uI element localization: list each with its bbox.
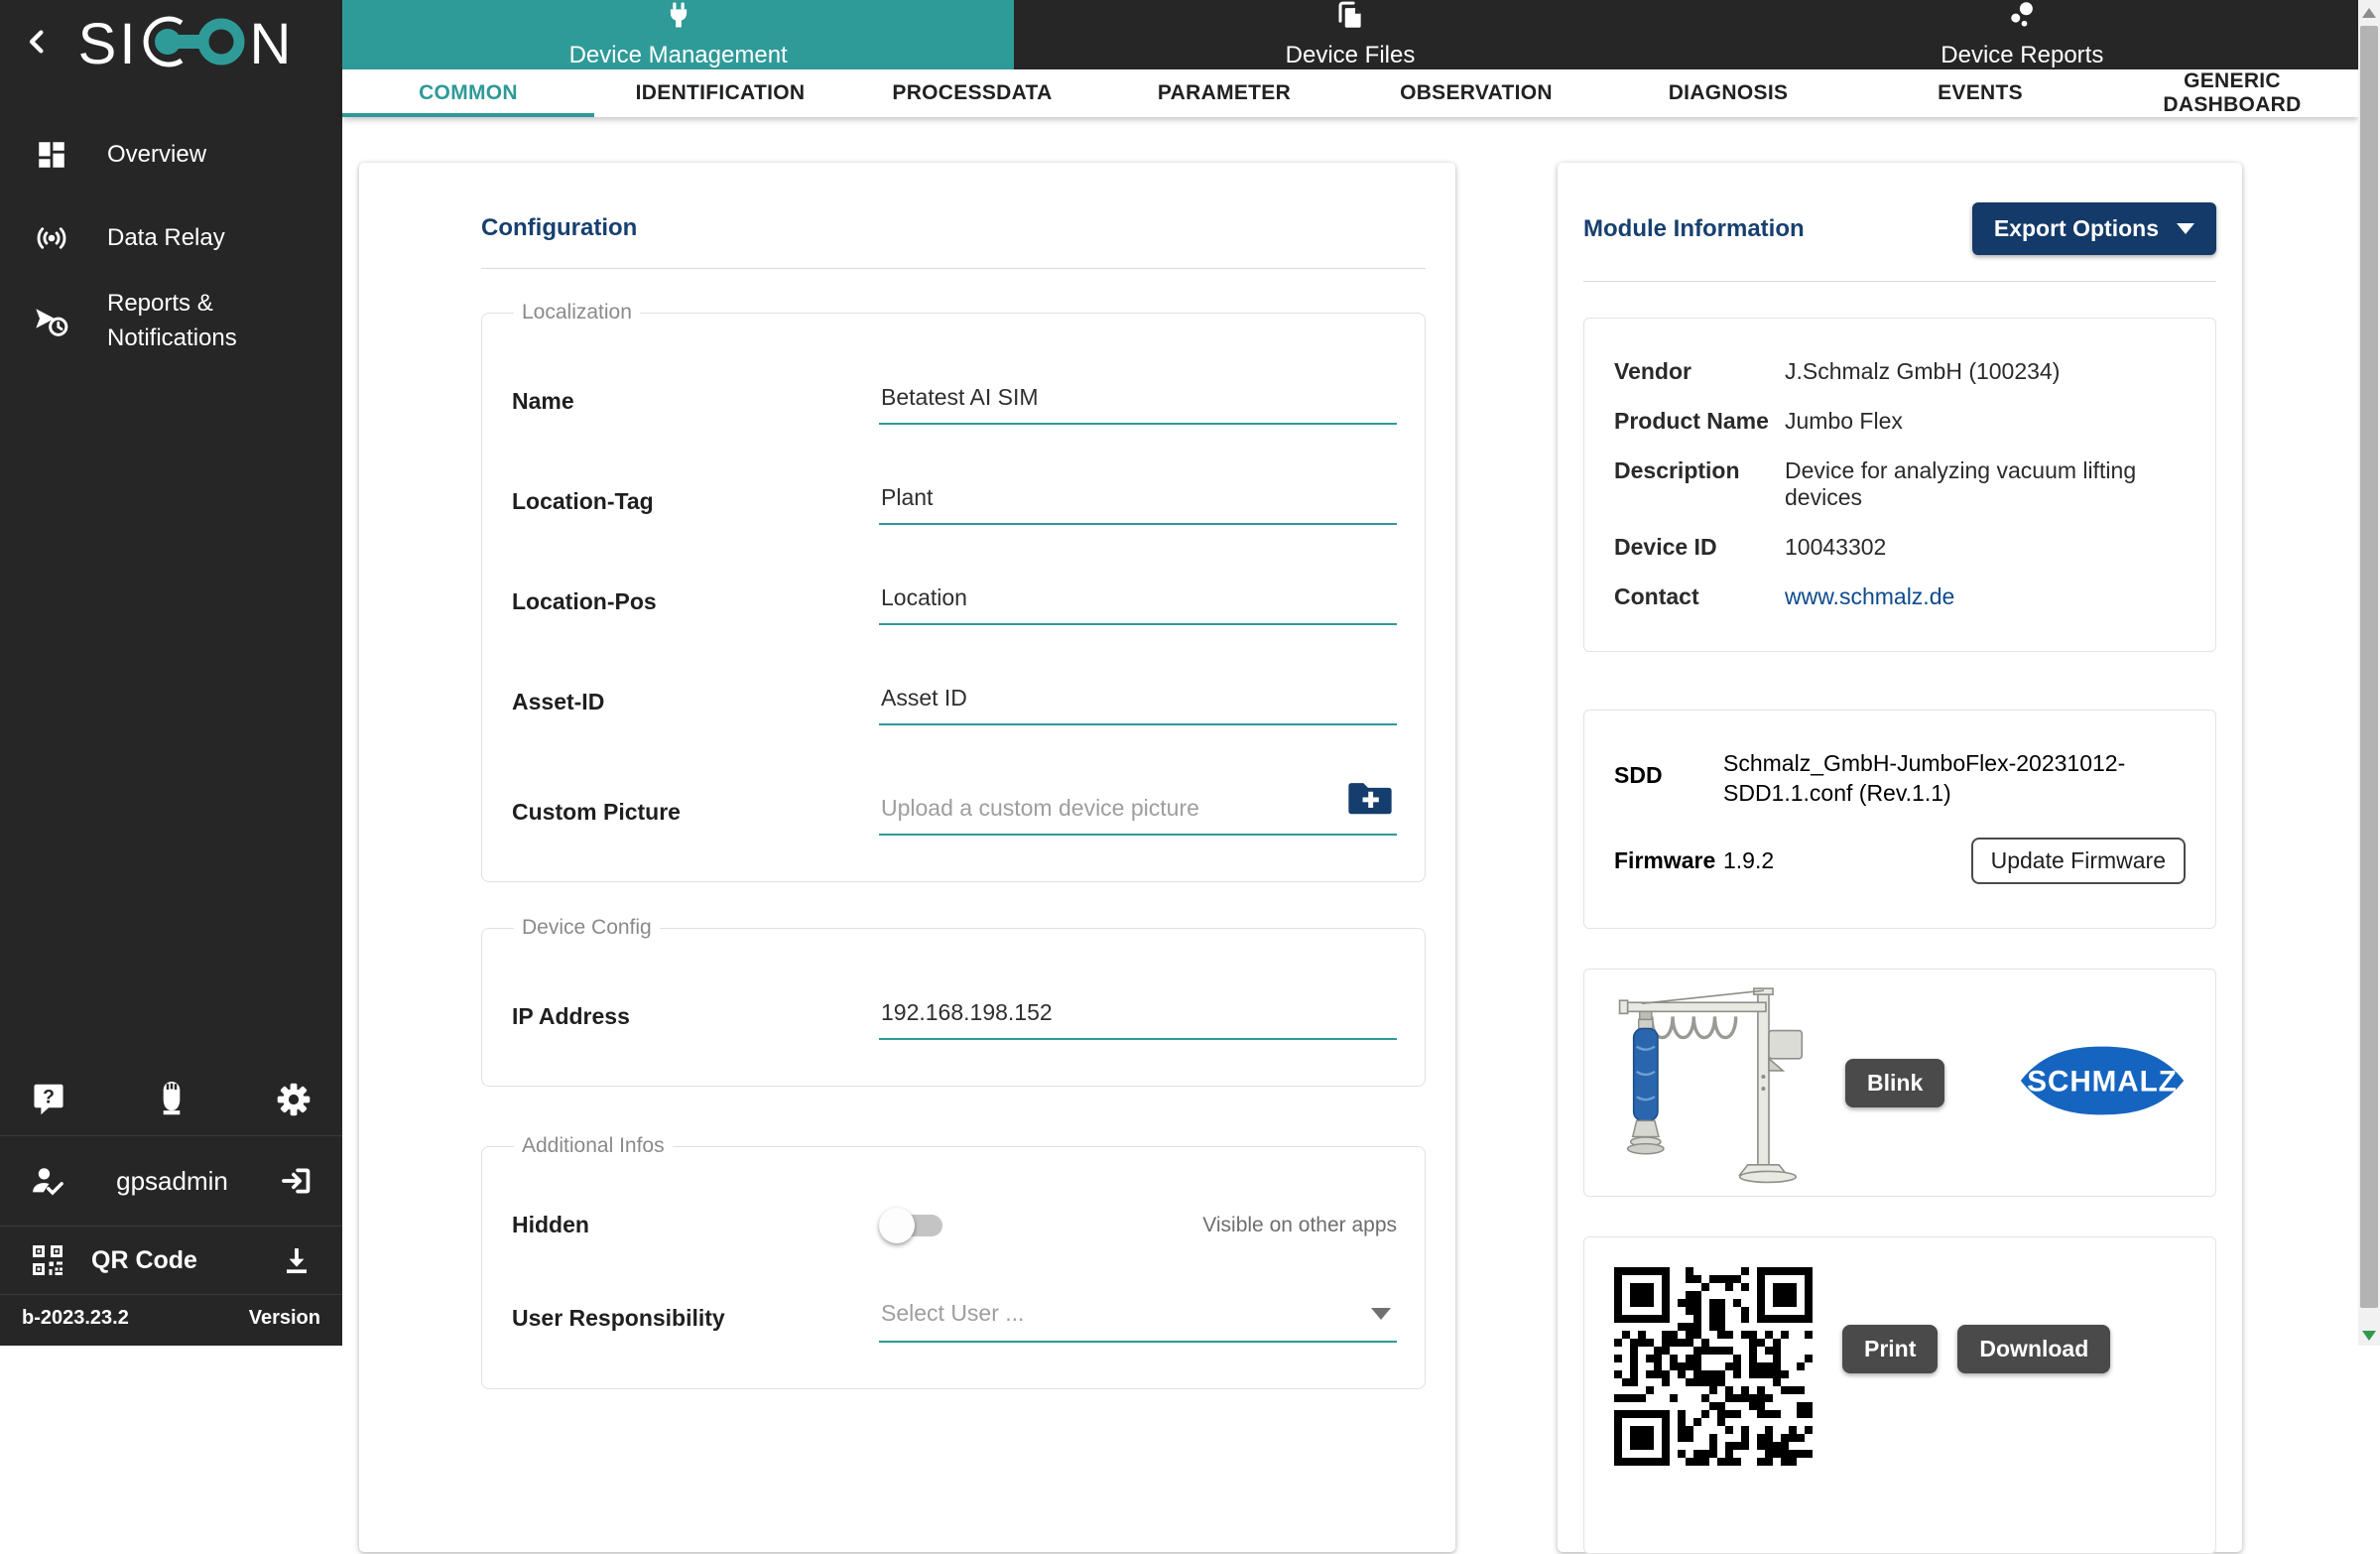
subtab-generic-dashboard[interactable] xyxy=(2106,69,2358,117)
tab-device-reports[interactable] xyxy=(1687,0,2358,69)
user-responsibility-label: User Responsibility xyxy=(512,1305,725,1332)
chevron-down-icon xyxy=(1371,1308,1391,1320)
user-responsibility-row xyxy=(512,1294,1397,1343)
asset-id-label: Asset-ID xyxy=(512,689,605,715)
location-tag-label: Location-Tag xyxy=(512,488,654,515)
schmalz-logo-text: SCHMALZ xyxy=(2027,1065,2178,1099)
send-clock-icon xyxy=(32,302,71,341)
folder-plus-icon xyxy=(1347,804,1393,821)
update-firmware-button[interactable]: Update Firmware xyxy=(1971,838,2186,884)
sidebar-user-row xyxy=(0,1135,342,1226)
tab-device-files[interactable] xyxy=(1014,0,1686,69)
subtab-parameter[interactable] xyxy=(1098,69,1350,117)
vertical-scrollbar[interactable] xyxy=(2358,0,2380,1346)
custom-picture-input[interactable] xyxy=(879,789,1397,836)
qr-glyph-icon xyxy=(30,1242,65,1278)
sdd-row xyxy=(1614,748,2186,808)
module-information-title: Module Information xyxy=(1583,214,1805,242)
ip-address-label: IP Address xyxy=(512,1003,630,1030)
main-area xyxy=(342,0,2380,1362)
qr-buttons xyxy=(1842,1325,2110,1373)
sidebar-version-row xyxy=(0,1294,342,1346)
sdd-firmware-panel xyxy=(1583,710,2216,929)
info-label: Description xyxy=(1614,457,1740,484)
device-illustration xyxy=(1606,976,1829,1190)
scroll-down-arrow-icon[interactable] xyxy=(2362,1331,2376,1341)
subtab-label: GENERIC DASHBOARD xyxy=(2163,69,2302,117)
subtab-label: PROCESSDATA xyxy=(892,81,1053,105)
select-placeholder: Select User ... xyxy=(881,1300,1025,1327)
hidden-toggle[interactable] xyxy=(885,1215,942,1236)
print-button[interactable]: Print xyxy=(1842,1325,1938,1373)
device-config-legend: Device Config xyxy=(522,916,652,940)
contact-link[interactable]: www.schmalz.de xyxy=(1785,583,1955,610)
firmware-label: Firmware xyxy=(1614,847,1716,874)
broadcast-icon xyxy=(32,218,71,258)
person-check-icon xyxy=(30,1164,65,1198)
sdd-label: SDD xyxy=(1614,762,1663,789)
sidebar-item-label: Overview xyxy=(107,140,207,168)
subtab-common[interactable] xyxy=(342,69,594,117)
info-value: J.Schmalz GmbH (100234) xyxy=(1785,358,2061,385)
subtab-label: DIAGNOSIS xyxy=(1668,81,1789,105)
upload-picture-button[interactable] xyxy=(1347,779,1393,822)
name-label: Name xyxy=(512,388,574,415)
svg-text:?: ? xyxy=(43,1086,55,1108)
asset-id-row xyxy=(512,679,1397,725)
divider xyxy=(481,268,1426,269)
top-tab-bar xyxy=(342,0,2358,69)
export-options-label: Export Options xyxy=(1993,215,2159,242)
location-tag-row xyxy=(512,478,1397,525)
suction-cup-icon[interactable] xyxy=(155,1082,188,1117)
power-plug-icon xyxy=(664,0,693,37)
sidebar-nav xyxy=(0,113,342,363)
name-row xyxy=(512,378,1397,425)
version-label: Version xyxy=(248,1307,320,1329)
content-area xyxy=(342,117,2358,1552)
chevron-down-icon xyxy=(2177,223,2194,234)
info-value: 10043302 xyxy=(1785,534,1887,561)
name-input[interactable] xyxy=(879,378,1397,425)
bubble-chart-icon xyxy=(2007,0,2037,37)
logo-text-suffix: N xyxy=(249,11,295,76)
localization-legend: Localization xyxy=(522,301,632,324)
info-value: Jumbo Flex xyxy=(1785,408,1903,435)
top-tab-label: Device Files xyxy=(1285,42,1416,68)
info-label: Vendor xyxy=(1614,358,1691,385)
sidebar-header xyxy=(0,0,342,87)
sidebar-item-label: Data Relay xyxy=(107,223,225,251)
gear-icon[interactable] xyxy=(277,1083,311,1116)
divider xyxy=(1583,281,2216,282)
sidebar-item-overview[interactable] xyxy=(0,113,342,196)
info-label: Device ID xyxy=(1614,534,1717,561)
ip-address-row xyxy=(512,993,1397,1040)
top-tab-label: Device Management xyxy=(568,42,788,68)
hidden-row xyxy=(512,1212,1397,1238)
sidebar-qr-row[interactable] xyxy=(0,1226,342,1294)
download-button[interactable]: Download xyxy=(1957,1325,2110,1373)
info-row-device-id xyxy=(1614,534,2186,561)
firmware-row xyxy=(1614,838,2186,884)
sidebar xyxy=(0,0,342,1346)
subtab-label: PARAMETER xyxy=(1157,81,1292,105)
firmware-value: 1.9.2 xyxy=(1723,847,1775,874)
info-row-product-name xyxy=(1614,408,2186,435)
subtab-events[interactable] xyxy=(1854,69,2106,117)
tab-device-management[interactable] xyxy=(342,0,1014,69)
location-pos-input[interactable] xyxy=(879,579,1397,625)
subtab-label: EVENTS xyxy=(1938,81,2023,105)
sidebar-item-label: Reports & Notifications xyxy=(107,290,237,351)
sidebar-footer xyxy=(0,1064,342,1346)
location-pos-row xyxy=(512,579,1397,625)
hidden-note: Visible on other apps xyxy=(1202,1213,1397,1236)
build-number: b-2023.23.2 xyxy=(22,1307,129,1329)
location-tag-input[interactable] xyxy=(879,478,1397,525)
info-label: Contact xyxy=(1614,583,1699,610)
info-row-contact xyxy=(1614,583,2186,610)
qr-panel xyxy=(1583,1236,2216,1554)
scroll-up-arrow-icon[interactable] xyxy=(2362,8,2376,18)
sidebar-utility-row xyxy=(0,1064,342,1135)
device-image-panel xyxy=(1583,969,2216,1197)
sidebar-item-reports-notifications[interactable] xyxy=(0,280,342,363)
asset-id-input[interactable] xyxy=(879,679,1397,725)
subtab-label: COMMON xyxy=(419,81,518,105)
info-label: Product Name xyxy=(1614,408,1769,435)
configuration-card xyxy=(359,163,1455,1552)
qr-code-image xyxy=(1614,1267,1813,1471)
configuration-title: Configuration xyxy=(481,214,638,242)
blink-button[interactable]: Blink xyxy=(1845,1059,1944,1107)
subtab-label: IDENTIFICATION xyxy=(635,81,806,105)
info-row-vendor xyxy=(1614,358,2186,385)
sub-tab-bar xyxy=(342,69,2358,117)
collapse-sidebar-button[interactable] xyxy=(20,27,54,61)
module-information-card xyxy=(1558,163,2242,1552)
export-options-button[interactable] xyxy=(1972,202,2216,255)
help-bubble-icon[interactable] xyxy=(32,1082,65,1117)
chevron-left-icon xyxy=(22,27,52,62)
vendor-info-panel xyxy=(1583,318,2216,652)
file-copy-icon xyxy=(1335,0,1365,37)
sdd-value: Schmalz_GmbH-JumboFlex-20231012-SDD1.1.conf (Rev.1.1) xyxy=(1723,750,2126,807)
ip-address-input[interactable] xyxy=(879,993,1397,1040)
custom-picture-row xyxy=(512,789,1397,836)
additional-infos-legend: Additional Infos xyxy=(522,1134,665,1158)
top-tab-label: Device Reports xyxy=(1941,42,2104,68)
download-icon[interactable] xyxy=(281,1244,313,1276)
subtab-observation[interactable] xyxy=(1350,69,1602,117)
location-pos-label: Location-Pos xyxy=(512,588,657,615)
subtab-identification[interactable] xyxy=(594,69,846,117)
subtab-processdata[interactable] xyxy=(846,69,1098,117)
dashboard-grid-icon xyxy=(32,135,71,175)
custom-picture-label: Custom Picture xyxy=(512,799,681,826)
schmalz-logo xyxy=(2017,1042,2188,1124)
logout-icon[interactable] xyxy=(279,1164,313,1198)
logged-in-user: gpsadmin xyxy=(116,1165,228,1196)
module-header xyxy=(1583,202,2216,255)
user-responsibility-select[interactable] xyxy=(879,1294,1397,1343)
toggle-knob xyxy=(879,1208,915,1243)
hidden-label: Hidden xyxy=(512,1212,589,1238)
localization-group xyxy=(481,301,1426,882)
logo-text-prefix: SI xyxy=(77,11,139,76)
logo-link-icon xyxy=(140,10,247,78)
device-config-group xyxy=(481,916,1426,1087)
sidebar-item-data-relay[interactable] xyxy=(0,196,342,280)
additional-infos-group xyxy=(481,1134,1426,1389)
subtab-label: OBSERVATION xyxy=(1400,81,1553,105)
scrollbar-thumb[interactable] xyxy=(2360,26,2378,1308)
sidebar-qr-label: QR Code xyxy=(91,1245,197,1274)
app-logo xyxy=(54,10,318,78)
info-value: Device for analyzing vacuum lifting devices xyxy=(1785,457,2137,511)
info-row-description xyxy=(1614,457,2186,511)
subtab-diagnosis[interactable] xyxy=(1602,69,1854,117)
